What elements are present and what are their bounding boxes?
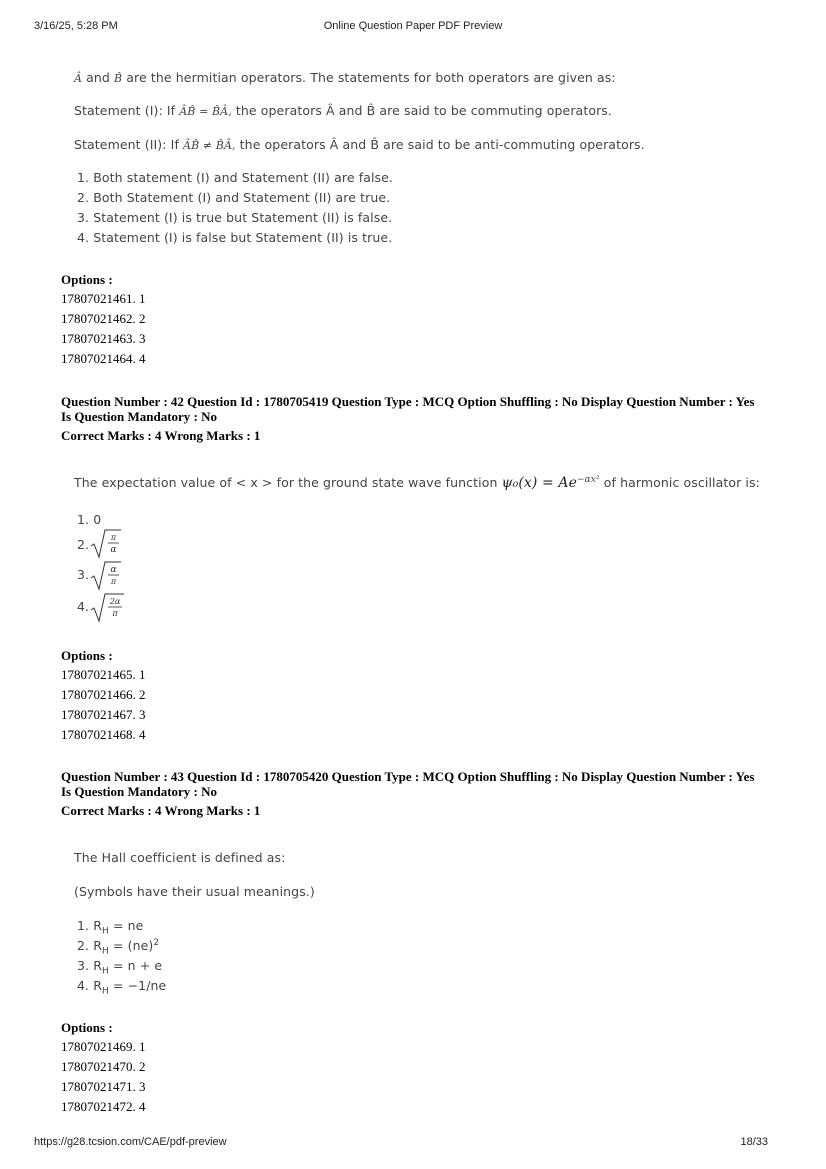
- q43-option-3: 17807021471. 3: [61, 1079, 146, 1094]
- q42-choice-1: 1. 0: [77, 512, 102, 527]
- q42-choice-2-sqrt: [90, 528, 122, 560]
- svg-text:π: π: [110, 533, 117, 542]
- q42-options-label: Options :: [61, 648, 113, 663]
- q43-note: (Symbols have their usual meanings.): [74, 884, 315, 899]
- q42-choice-2-number: 2.: [77, 537, 90, 552]
- q41-option-3: 17807021463. 3: [61, 331, 146, 346]
- q41-choice-2: 2. Both Statement (I) and Statement (II) are true.: [77, 190, 391, 205]
- q41-intro: Â and B̂ are the hermitian operators. The statements for both operators are given as:: [74, 70, 616, 85]
- q41-statement-2: Statement (II): If ÂB̂ ≠ B̂Â, the operators Â and B̂ are said to be anti-commuting operators.: [74, 137, 645, 152]
- q43-choice-3: 3. $R_H = n + e$: [77, 958, 163, 977]
- q43-options-label: Options :: [61, 1020, 113, 1035]
- q42-option-3: 17807021467. 3: [61, 707, 146, 722]
- page-url: https://g28.tcsion.com/CAE/pdf-preview: [34, 1136, 227, 1148]
- q41-option-2: 17807021462. 2: [61, 311, 146, 326]
- svg-text:π: π: [112, 609, 118, 618]
- q42-option-2: 17807021466. 2: [61, 687, 146, 702]
- q43-choice-1: 1. $R_H$ = ne: [77, 918, 144, 937]
- q41-statement-1: Statement (I): If ÂB̂ = B̂Â, the operators Â and B̂ are said to be commuting operators.: [74, 103, 612, 118]
- svg-text:2α: 2α: [109, 597, 121, 606]
- q41-choice-4: 4. Statement (I) is false but Statement (II) is true.: [77, 230, 393, 245]
- q41-choice-1: 1. Both statement (I) and Statement (II) are false.: [77, 170, 394, 185]
- q41-choice-3: 3. Statement (I) is true but Statement (II) is false.: [77, 210, 393, 225]
- q42-choice-3-sqrt: [90, 560, 122, 592]
- q42-meta: Question Number : 42 Question Id : 1780705419 Question Type : MCQ Option Shuffling : No Display Question Number : Yes Is Question Mandatory : No: [61, 394, 755, 424]
- q42-choice-4-sqrt: [90, 592, 126, 624]
- q43-choice-4: 4. $R_H = -1/ne$: [77, 978, 167, 997]
- q43-option-4: 17807021472. 4: [61, 1099, 146, 1114]
- q43-choice-2: 2. $R_H = (ne)^2$: [77, 938, 160, 957]
- q42-option-1: 17807021465. 1: [61, 667, 146, 682]
- svg-text:π: π: [110, 577, 117, 586]
- q43-meta: Question Number : 43 Question Id : 1780705420 Question Type : MCQ Option Shuffling : No Display Question Number : Yes Is Question Mandatory : No: [61, 769, 755, 799]
- q42-stem: The expectation value of < x > for the ground state wave function $\psi_0(x) = Ae^{-\alpha x^2}$ of harmonic oscillator is:: [74, 475, 760, 492]
- q43-option-2: 17807021470. 2: [61, 1059, 146, 1074]
- q42-choice-3-number: 3.: [77, 567, 90, 582]
- q43-option-1: 17807021469. 1: [61, 1039, 146, 1054]
- q43-stem: The Hall coefficient is defined as:: [74, 850, 286, 865]
- q42-option-4: 17807021468. 4: [61, 727, 146, 742]
- print-title: Online Question Paper PDF Preview: [323, 20, 503, 32]
- svg-text:α: α: [110, 565, 117, 575]
- svg-text:α: α: [110, 545, 117, 555]
- q41-options-label: Options :: [61, 272, 113, 287]
- q43-marks: Correct Marks : 4 Wrong Marks : 1: [61, 803, 261, 818]
- page-number: 18/33: [740, 1136, 768, 1148]
- q41-option-1: 17807021461. 1: [61, 291, 146, 306]
- q42-choice-4-number: 4.: [77, 599, 90, 614]
- q42-marks: Correct Marks : 4 Wrong Marks : 1: [61, 428, 261, 443]
- q41-option-4: 17807021464. 4: [61, 351, 146, 366]
- print-datetime: 3/16/25, 5:28 PM: [34, 20, 118, 32]
